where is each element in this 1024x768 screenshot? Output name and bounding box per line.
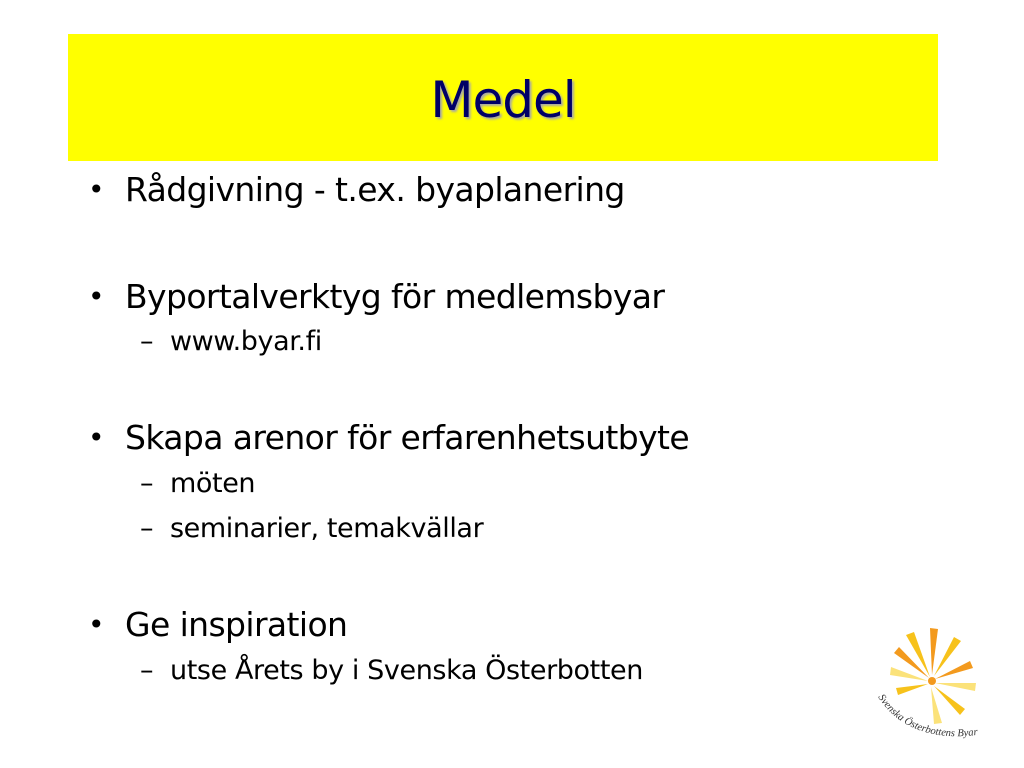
bullet-marker: • bbox=[88, 280, 104, 313]
sub-text: www.byar.fi bbox=[170, 326, 322, 357]
sub-item-moten bbox=[140, 467, 255, 501]
bullet-text: Ge inspiration bbox=[125, 605, 348, 644]
bullet-item-4 bbox=[88, 605, 347, 645]
sub-marker: – bbox=[140, 513, 154, 544]
bullet-marker: • bbox=[88, 608, 104, 641]
sub-marker: – bbox=[140, 326, 154, 357]
sub-text: seminarier, temakvällar bbox=[170, 513, 484, 544]
bullet-item-1 bbox=[88, 170, 625, 210]
sub-text: möten bbox=[170, 468, 256, 499]
sun-rays bbox=[890, 628, 976, 724]
sun-rays-logo-icon bbox=[868, 625, 980, 750]
bullet-text: Byportalverktyg för medlemsbyar bbox=[125, 277, 665, 316]
sub-marker: – bbox=[140, 468, 154, 499]
bullet-text: Skapa arenor för erfarenhetsutbyte bbox=[125, 418, 690, 457]
sub-item-url bbox=[140, 325, 322, 359]
slide-title: Medel bbox=[430, 71, 576, 129]
bullet-item-2 bbox=[88, 277, 664, 317]
bullet-marker: • bbox=[88, 173, 104, 206]
bullet-item-3 bbox=[88, 418, 689, 458]
sub-item-seminarier bbox=[140, 512, 483, 546]
logo-text: Svenska Österbottens Byar bbox=[875, 692, 979, 740]
title-band bbox=[68, 34, 938, 161]
sub-text: utse Årets by i Svenska Österbotten bbox=[170, 655, 643, 686]
sub-item-arets-by bbox=[140, 654, 643, 688]
sub-marker: – bbox=[140, 655, 154, 686]
bullet-text: Rådgivning - t.ex. byaplanering bbox=[125, 170, 625, 209]
bullet-marker: • bbox=[88, 421, 104, 454]
